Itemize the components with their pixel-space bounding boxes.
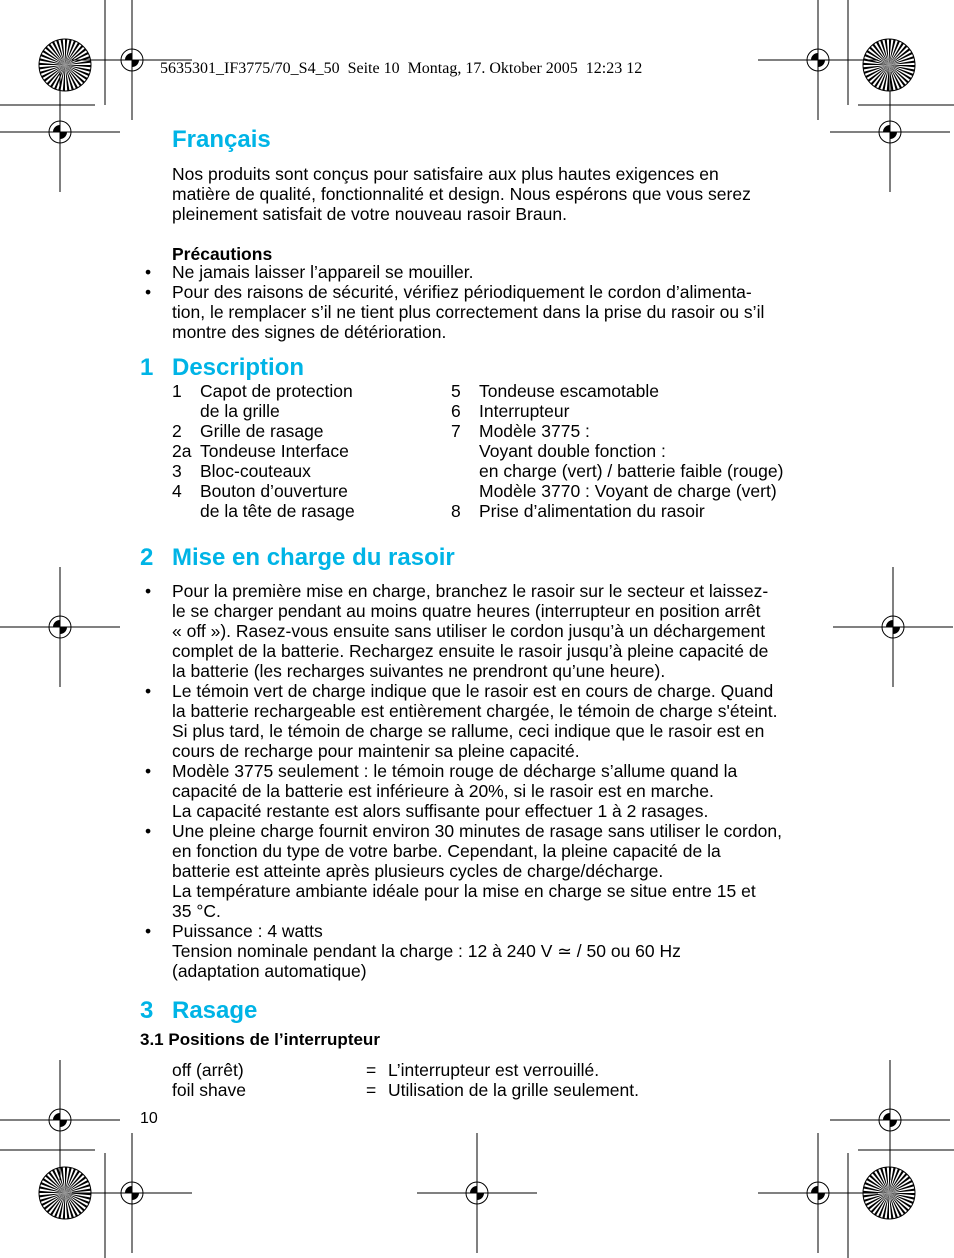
description-item (451, 381, 659, 401)
description-item-number: 4 (172, 481, 182, 501)
list-item-line: La capacité restante est alors suffisante pour effectuer 1 à 2 rasages. (172, 801, 709, 821)
page-number: 10 (140, 1110, 158, 1127)
list-item-line: Tension nominale pendant la charge : 12 à 240 V ≃ / 50 ou 60 Hz (172, 941, 681, 961)
list-item-line: (adaptation automatique) (172, 961, 367, 981)
description-item-line: Bloc-couteaux (200, 461, 311, 481)
intro-line: Nos produits sont conçus pour satisfaire aux plus hautes exigences en (172, 164, 719, 184)
list-item-line: Ne jamais laisser l’appareil se mouiller. (172, 262, 474, 282)
bullet: • (145, 681, 152, 701)
bullet: • (145, 761, 152, 781)
bullet: • (145, 581, 152, 601)
list-item-line: cours de recharge pour maintenir sa pleine capacité. (172, 741, 580, 761)
section-number: 3 (140, 997, 154, 1024)
list-item (140, 761, 822, 821)
list-item-line: Le témoin vert de charge indique que le rasoir est en cours de charge. Quand (172, 681, 774, 701)
description-item-line: Modèle 3775 : (479, 421, 590, 441)
precautions-title: Précautions (172, 244, 273, 264)
description-item (172, 421, 324, 441)
list-item-line: en fonction du type de votre barbe. Cependant, la pleine capacité de la (172, 841, 721, 861)
description-item-line: en charge (vert) / batterie faible (rouge) (479, 461, 784, 481)
bullet: • (145, 821, 152, 841)
list-item-line: La température ambiante idéale pour la mise en charge se situe entre 15 et (172, 881, 756, 901)
list-item-line: « off »). Rasez-vous ensuite sans utiliser le cordon jusqu’à un déchargement (172, 621, 766, 641)
description-item-line: Tondeuse escamotable (479, 381, 659, 401)
description-item (172, 461, 311, 481)
description-item-line: de la tête de rasage (200, 501, 355, 521)
list-item: • Pour des raisons de sécurité, vérifiez périodiquement le cordon d’alimenta- tion, le remplacer s’il ne tient plus correctement dans la prise du rasoir ou s’il montre des signes de détérioration. (140, 282, 822, 342)
description-item-number: 2a (172, 441, 192, 461)
section-heading-description (140, 354, 304, 382)
list-item: • Ne jamais laisser l’appareil se mouiller. (140, 262, 822, 282)
list-item-line: la batterie rechargeable est entièrement chargée, le témoin de charge s'éteint. (172, 701, 778, 721)
list-item-line: Une pleine charge fournit environ 30 minutes de rasage sans utiliser le cordon, (172, 821, 782, 841)
intro-line: matière de qualité, fonctionnalité et design. Nous espérons que vous serez (172, 184, 751, 204)
print-header: 5635301_IF3775/70_S4_50 Seite 10 Montag, 17. Oktober 2005 12:23 12 (160, 60, 643, 77)
description-item-line: Interrupteur (479, 401, 570, 421)
description-item (451, 401, 569, 421)
list-item-line: Si plus tard, le témoin de charge se rallume, ceci indique que le rasoir est en (172, 721, 765, 741)
switch-row-desc: L’interrupteur est verrouillé. (388, 1060, 600, 1080)
description-item-number: 1 (172, 381, 182, 401)
list-item-line: complet de la batterie. Rechargez ensuite le rasoir jusqu’à pleine capacité de (172, 641, 769, 661)
section-heading-shaving (140, 997, 257, 1025)
description-item-number: 5 (451, 381, 461, 401)
switch-row-eq: = (366, 1080, 377, 1100)
list-item-line: batterie est atteinte après plusieurs cycles de charge/décharge. (172, 861, 664, 881)
charging-list (140, 581, 822, 981)
list-item-line: montre des signes de détérioration. (172, 322, 447, 342)
list-item-line: tion, le remplacer s’il ne tient plus correctement dans la prise du rasoir ou s’il (172, 302, 765, 322)
list-item-line: le se charger pendant au moins quatre heures (interrupteur en position arrêt (172, 601, 761, 621)
section-number: 2 (140, 544, 154, 571)
description-item (172, 441, 349, 461)
section-title: Rasage (172, 997, 258, 1024)
description-item (451, 421, 783, 501)
section-heading-charging (140, 544, 455, 572)
description-item-number: 7 (451, 421, 461, 441)
description-item-line: Voyant double fonction : (479, 441, 666, 461)
description-item-number: 8 (451, 501, 461, 521)
list-item-line: 35 °C. (172, 901, 221, 921)
switch-row-eq: = (366, 1060, 377, 1080)
list-item-line: Pour des raisons de sécurité, vérifiez périodiquement le cordon d’alimenta- (172, 282, 752, 302)
section-number: 1 (140, 354, 154, 381)
precautions-list (140, 262, 822, 342)
description-item-number: 2 (172, 421, 182, 441)
subsection-title: 3.1 Positions de l’interrupteur (140, 1030, 380, 1049)
section-title: Description (172, 354, 305, 381)
list-item-line: la batterie (les recharges suivantes ne prendront qu’une heure). (172, 661, 666, 681)
switch-row-desc: Utilisation de la grille seulement. (388, 1080, 639, 1100)
language-title: Français (172, 126, 271, 153)
switch-row-label: foil shave (172, 1080, 246, 1100)
intro-line: pleinement satisfait de votre nouveau rasoir Braun. (172, 204, 567, 224)
description-item-line: de la grille (200, 401, 280, 421)
description-item (172, 481, 355, 521)
description-item-number: 6 (451, 401, 461, 421)
description-item-line: Modèle 3770 : Voyant de charge (vert) (479, 481, 777, 501)
list-item (140, 821, 822, 921)
description-item-line: Tondeuse Interface (200, 441, 349, 461)
description-item-line: Bouton d’ouverture (200, 481, 348, 501)
section-title: Mise en charge du rasoir (172, 544, 455, 571)
intro-paragraph (172, 164, 822, 224)
list-item-line: Pour la première mise en charge, branchez le rasoir sur le secteur et laissez- (172, 581, 769, 601)
list-item (140, 921, 822, 981)
list-item (140, 581, 822, 681)
description-item-number: 3 (172, 461, 182, 481)
description-item-line: Grille de rasage (200, 421, 324, 441)
bullet: • (145, 921, 152, 941)
switch-row-label: off (arrêt) (172, 1060, 244, 1080)
list-item-line: Puissance : 4 watts (172, 921, 323, 941)
description-item (451, 501, 705, 521)
list-item (140, 681, 822, 761)
description-item-line: Prise d’alimentation du rasoir (479, 501, 705, 521)
list-item-line: capacité de la batterie est inférieure à 20%, si le rasoir est en marche. (172, 781, 714, 801)
list-item-line: Modèle 3775 seulement : le témoin rouge de décharge s’allume quand la (172, 761, 738, 781)
description-item-line: Capot de protection (200, 381, 353, 401)
description-item (172, 381, 353, 421)
